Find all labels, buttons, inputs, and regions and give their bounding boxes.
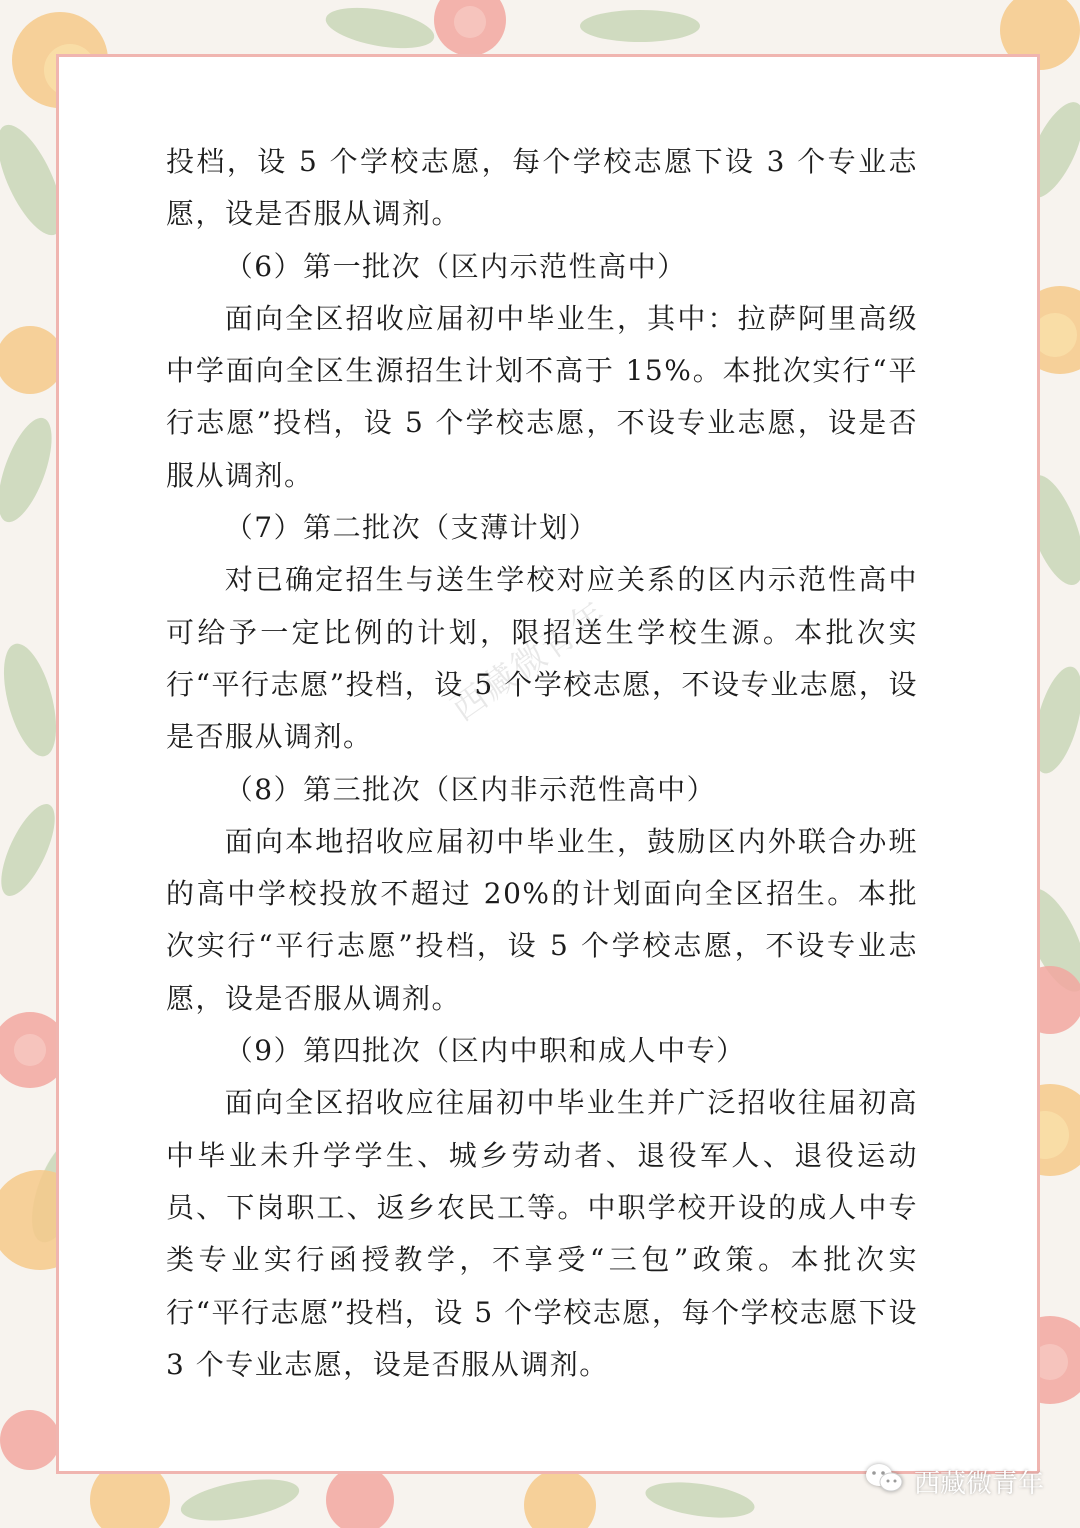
brand-signature (864, 1462, 1044, 1501)
paragraph-batch-9: 面向全区招收应往届初中毕业生并广泛招收往届初高中毕业未升学学生、城乡劳动者、退役军人、退役运动员、下岗职工、返乡农民工等。中职学校开设的成人中专类专业实行函授教学，不享受“三包”政策。本批次实行“平行志愿”投档，设 5 个学校志愿，每个学校志愿下设 3 个专业志愿，设是否服从调剂。 (166, 1086, 918, 1381)
wechat-icon (864, 1462, 904, 1501)
watermark-text: 西藏微青年 (444, 593, 615, 730)
brand-name: 西藏微青年 (913, 1469, 1044, 1499)
document-body (166, 136, 918, 1391)
heading-batch-6: （6）第一批次（区内示范性高中） (224, 249, 687, 283)
paragraph-batch-6: 面向全区招收应届初中毕业生，其中：拉萨阿里高级中学面向全区生源招生计划不高于 15%。本批次实行“平行志愿”投档，设 5 个学校志愿，不设专业志愿，设是否服从调剂。 (166, 301, 918, 492)
paragraph-batch-8: 面向本地招收应届初中毕业生，鼓励区内外联合办班的高中学校投放不超过 20%的计划面向全区招生。本批次实行“平行志愿”投档，设 5 个学校志愿，不设专业志愿，设是否服从调剂。 (166, 824, 918, 1015)
heading-batch-7: （7）第二批次（支薄计划） (224, 511, 599, 545)
paragraph-batch-7: 对已确定招生与送生学校对应关系的区内示范性高中可给予一定比例的计划，限招送生学校生源。本批次实行“平行志愿”投档，设 5 个学校志愿，不设专业志愿，设是否服从调剂。 (166, 563, 918, 754)
paragraph-continuation: 投档，设 5 个学校志愿，每个学校志愿下设 3 个专业志愿，设是否服从调剂。 (166, 145, 918, 231)
heading-batch-9: （9）第四批次（区内中职和成人中专） (224, 1034, 746, 1068)
heading-batch-8: （8）第三批次（区内非示范性高中） (224, 772, 717, 806)
